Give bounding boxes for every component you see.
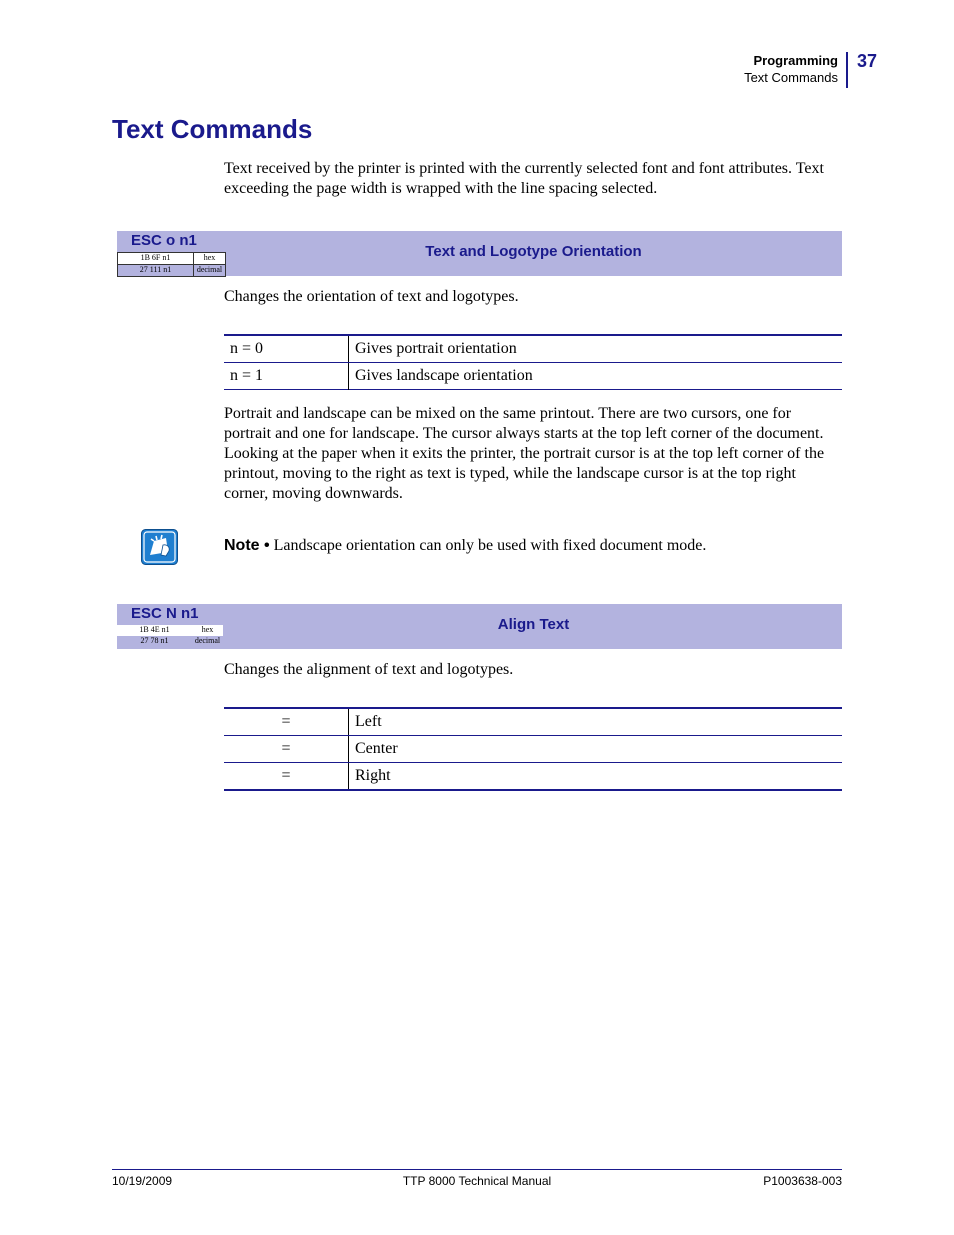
table-row xyxy=(224,363,842,390)
footer-rule xyxy=(112,1169,842,1170)
param-cell: n = 1 xyxy=(224,363,349,390)
orientation-param-table xyxy=(224,334,842,390)
decimal-label: decimal xyxy=(196,265,223,274)
footer-manual: TTP 8000 Technical Manual xyxy=(402,1174,552,1188)
hex-label: hex xyxy=(203,253,216,262)
align-description: Changes the alignment of text and logotypes. xyxy=(224,661,514,678)
table-row xyxy=(224,708,842,736)
hex-label: hex xyxy=(201,625,214,634)
param-cell: n = 0 xyxy=(224,335,349,363)
hex-value: 1B 4E n1 xyxy=(139,625,170,634)
header-divider xyxy=(846,52,848,88)
running-header xyxy=(744,52,838,86)
page-title: Text Commands xyxy=(112,114,313,144)
command-codes xyxy=(117,625,223,647)
command-header-align xyxy=(117,604,842,649)
hex-value: 1B 6F n1 xyxy=(118,253,194,264)
param-cell: = xyxy=(224,708,349,736)
note-hand-icon xyxy=(141,529,178,565)
note-text: Landscape orientation can only be used with fixed document mode. xyxy=(269,537,707,554)
command-codes xyxy=(117,252,226,277)
orientation-details: Portrait and landscape can be mixed on the same printout. There are two cursors, one for portrait and one for landscape. The cursor always starts at the top left corner of the document. Looking at the paper when it exits the printer, the portrait cursor is at the top left corner of the printout, moving to the right as text is typed, while the landscape cursor is at the top right corner, moving downwards. xyxy=(224,405,825,502)
header-section: Programming xyxy=(753,53,838,68)
param-cell: = xyxy=(224,736,349,763)
param-cell: = xyxy=(224,763,349,791)
table-row xyxy=(224,736,842,763)
decimal-value: 27 78 n1 xyxy=(140,636,169,645)
header-subsection: Text Commands xyxy=(744,70,838,85)
table-row xyxy=(224,335,842,363)
meaning-cell: Left xyxy=(349,708,843,736)
table-row xyxy=(224,763,842,791)
command-name: ESC N n1 xyxy=(131,605,199,622)
meaning-cell: Center xyxy=(349,736,843,763)
note-paragraph xyxy=(224,536,842,556)
command-title: Align Text xyxy=(497,616,570,633)
page-number: 37 xyxy=(857,51,878,71)
align-param-table xyxy=(224,707,842,791)
command-name: ESC o n1 xyxy=(131,232,197,249)
meaning-cell: Gives portrait orientation xyxy=(349,335,843,363)
decimal-value: 27 111 n1 xyxy=(118,265,194,276)
meaning-cell: Right xyxy=(355,767,391,784)
command-title: Text and Logotype Orientation xyxy=(425,243,642,260)
command-header-orientation xyxy=(117,231,842,276)
footer-date: 10/19/2009 xyxy=(112,1174,173,1188)
orientation-description: Changes the orientation of text and logotypes. xyxy=(224,288,519,305)
decimal-label: decimal xyxy=(194,636,221,645)
footer-part-number: P1003638-003 xyxy=(763,1174,842,1188)
intro-paragraph: Text received by the printer is printed with the currently selected font and font attributes. Text exceeding the page width is wrapped with the line spacing selected. xyxy=(224,160,824,197)
note-label: Note • xyxy=(224,537,270,554)
meaning-cell: Gives landscape orientation xyxy=(355,367,533,384)
